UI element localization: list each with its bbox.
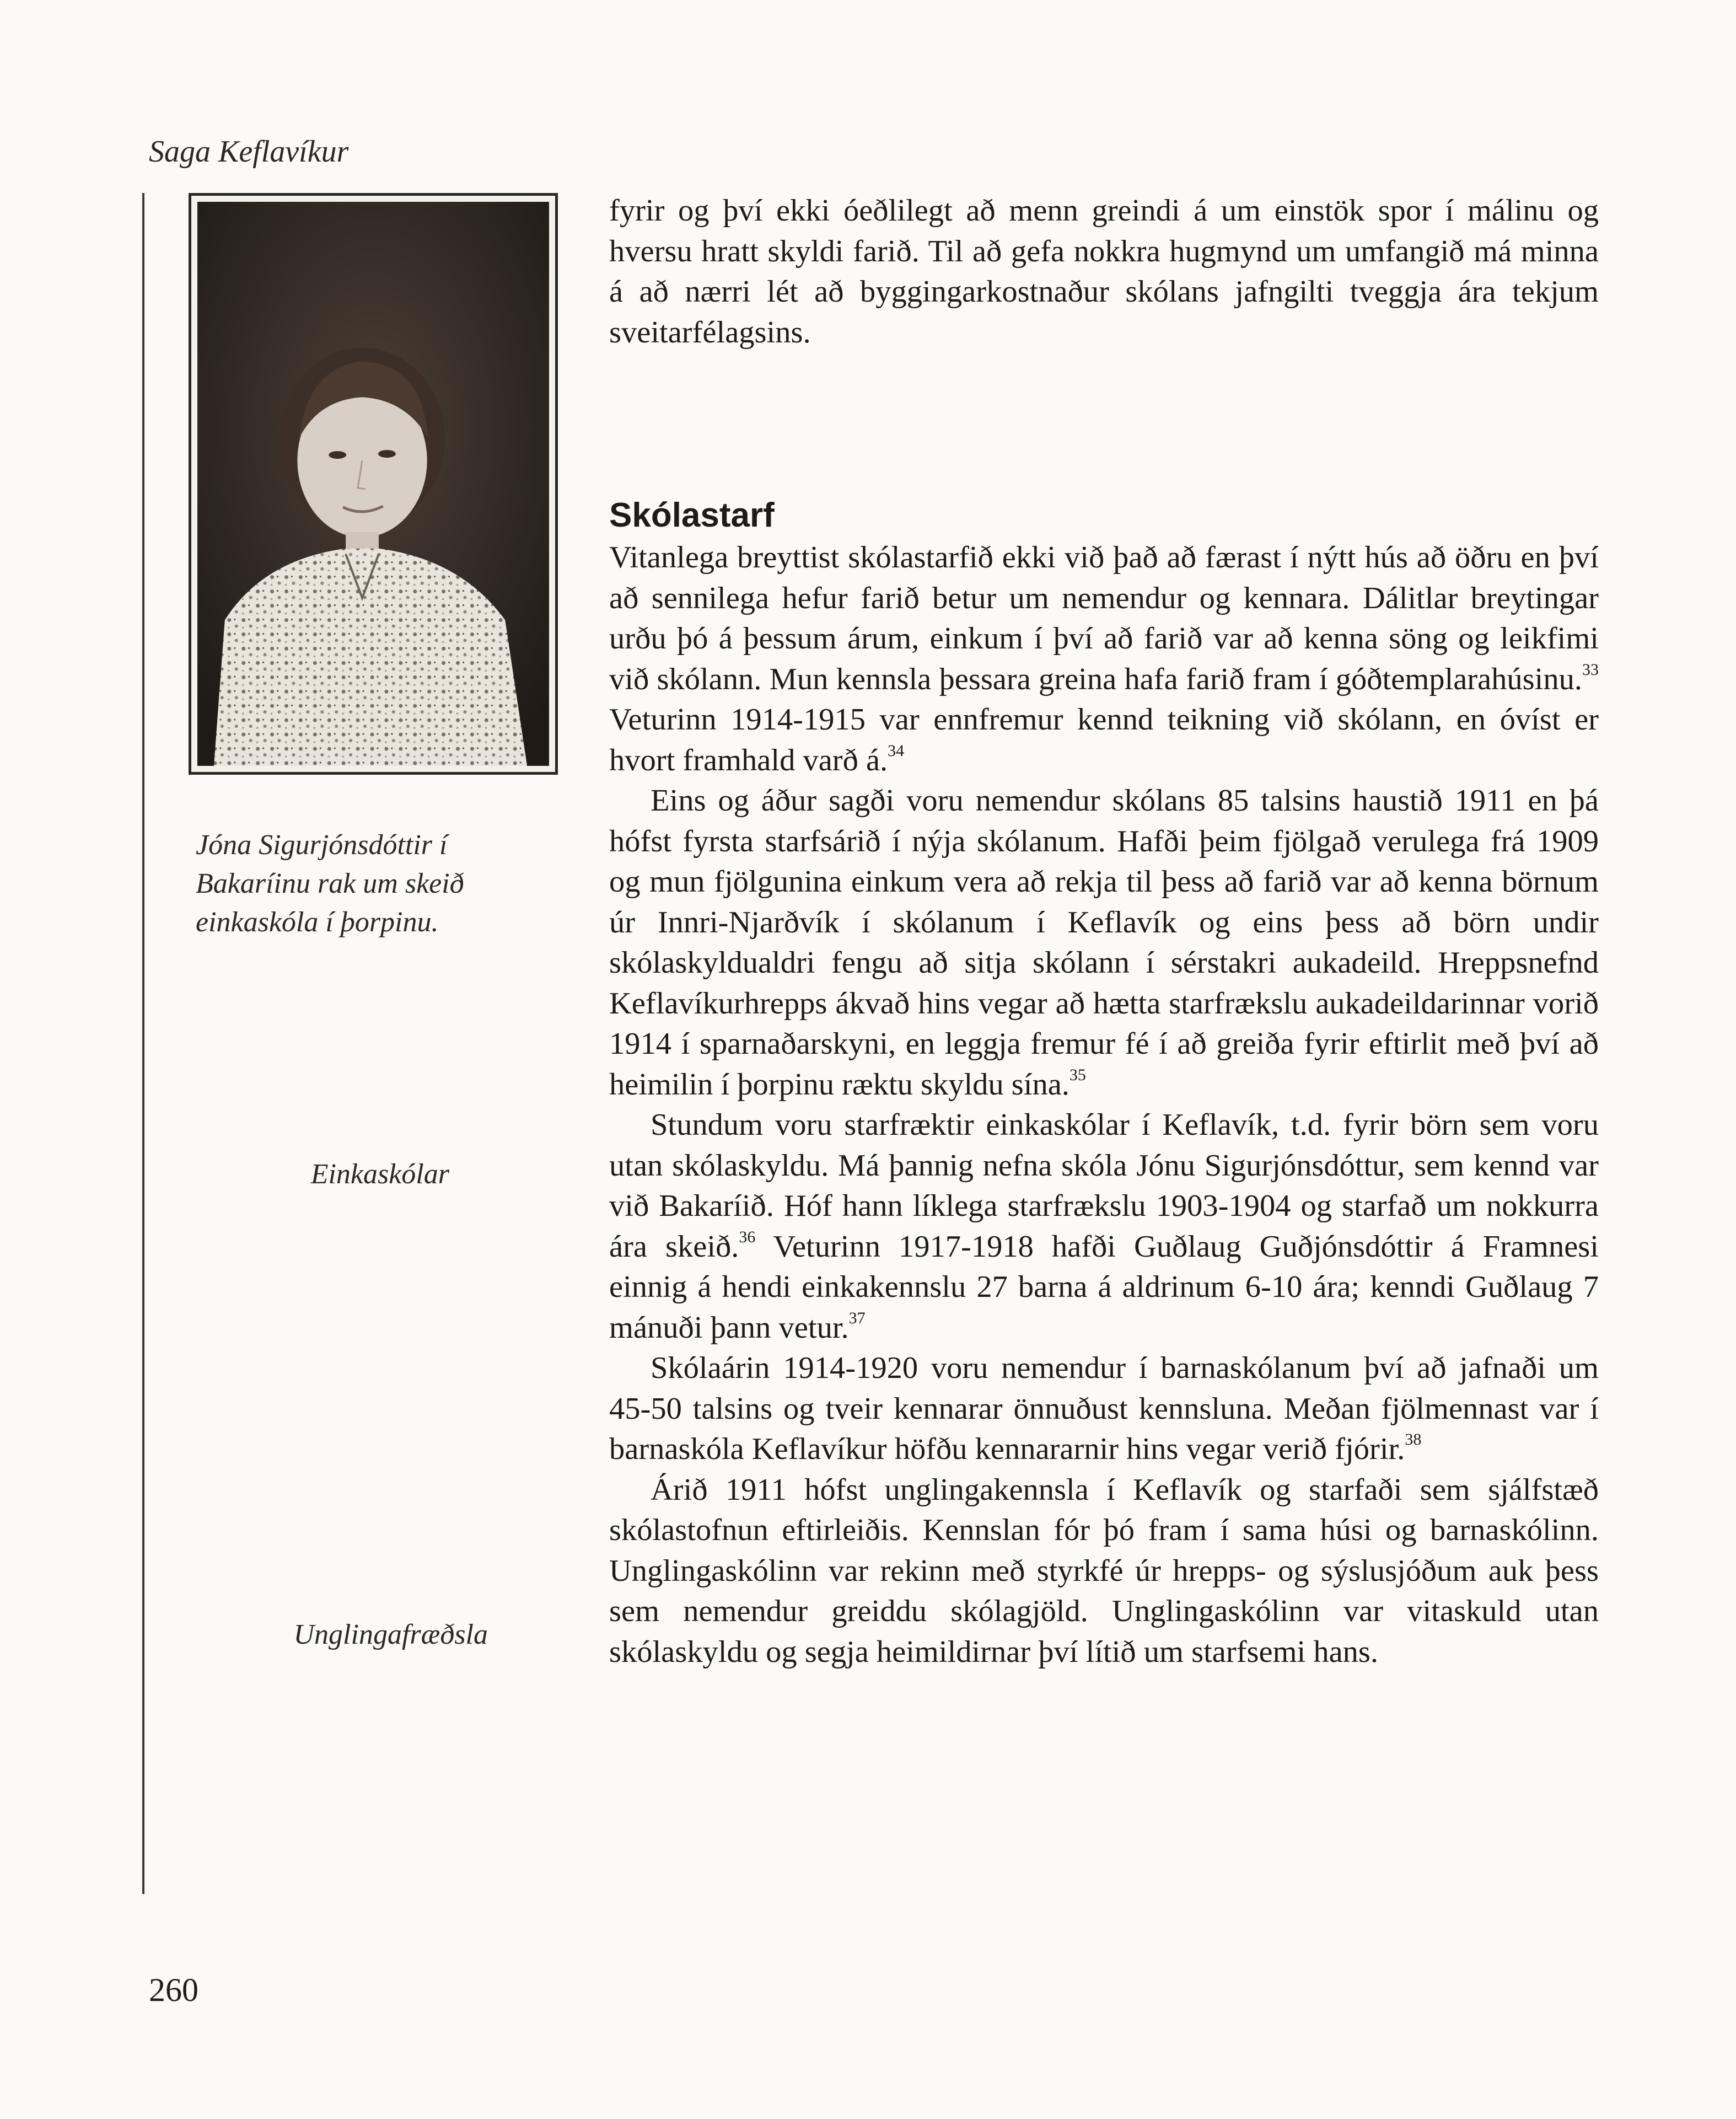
section-heading: Skólastarf — [609, 496, 775, 534]
footnote-marker: 37 — [848, 1308, 866, 1327]
running-head: Saga Keflavíkur — [149, 135, 349, 169]
paragraph-text: Eins og áður sagði voru nemendur skólans 85 talsins haustið 1911 en þá hófst fyrsta starfsárið í nýja skólanum. Hafði þeim fjölgað verulega frá 1909 og mun fjölgunina einkum vera að rekja til þess að farið var að kenna börnum úr Innri-Njarðvík í skólanum í Keflavík og eins þess að börn undir skólaskyldualdri fengu að sitja skólann í sérstakri aukadeild. Hreppsnefnd Keflavíkurhrepps ákvað hins vegar að hætta starfrækslu aukadeildarinnar vorið 1914 í sparnaðarskyni, en leggja fremur fé í að greiða fyrir eftirlit með því að heimilin í þorpinu ræktu skyldu sína. — [609, 784, 1599, 1102]
paragraph-2 — [609, 781, 1599, 1105]
paragraph-text: Veturinn 1917-1918 hafði Guðlaug Guðjónsdóttir á Framnesi einnig á hendi einkakennslu 27 barna á aldrinum 6-10 ára; kenndi Guðlaug 7 mánuði þann vetur. — [609, 1229, 1599, 1345]
paragraph-5 — [609, 1470, 1599, 1673]
intro-paragraph: fyrir og því ekki óeðlilegt að menn greindi á um einstök spor í málinu og hversu hratt skyldi farið. Til að gefa nokkra hugmynd um umfangið má minna á að nærri lét að byggingarkostnaður skólans jafngilti tveggja ára tekjum sveitarfélagsins. — [609, 194, 1599, 350]
footnote-marker: 33 — [1582, 660, 1599, 679]
page-number: 260 — [149, 1972, 198, 2008]
margin-rule — [142, 193, 144, 1894]
paragraph-text: Skólaárin 1914-1920 voru nemendur í barnaskólanum því að jafnaði um 45-50 talsins og tveir kennarar önnuðust kennsluna. Meðan fjölmennast var í barnaskóla Keflavíkur höfðu kennararnir hins vegar verið fjórir. — [609, 1351, 1599, 1466]
paragraph-text: Stundum voru starfræktir einkaskólar í Keflavík, t.d. fyrir börn sem voru utan skólaskyldu. Má þannig nefna skóla Jónu Sigurjónsdóttur, sem kennd var við Bakaríið. Hóf hann líklega starfrækslu 1903-1904 og starfað um nokkurra ára skeið. — [609, 1108, 1599, 1264]
side-heading-unglingafraedsla: Unglingafræðsla — [293, 1619, 488, 1650]
intro-text-block — [609, 191, 1599, 353]
side-heading-einkaskolar: Einkaskólar — [310, 1158, 449, 1190]
paragraph-text: Árið 1911 hófst unglingakennsla í Keflavík og starfaði sem sjálfstæð skólastofnun eftirleiðis. Kennslan fór þó fram í sama húsi og barnaskólinn. Unglingaskólinn var rekinn með styrkfé úr hrepps- og sýslusjóðum auk þess sem nemendur greiddu skólagjöld. Unglingaskólinn var vitaskuld utan skólaskyldu og segja heimildirnar því lítið um starfsemi hans. — [609, 1472, 1599, 1669]
footnote-marker: 38 — [1405, 1430, 1422, 1449]
portrait-photo-icon — [197, 202, 549, 766]
paragraph-text: Vitanlega breyttist skólastarfið ekki við það að færast í nýtt hús að öðru en því að sennilega hefur farið betur um nemendur og kennara. Dálitlar breytingar urðu þó á þessum árum, einkum í því að farið var að kenna söng og leikfimi við skólann. Mun kennsla þessara greina hafa farið fram í góðtemplarahúsinu. — [609, 540, 1599, 696]
portrait-photo — [189, 193, 558, 775]
paragraph-1 — [609, 538, 1599, 781]
footnote-marker: 34 — [888, 741, 905, 760]
paragraph-4 — [609, 1348, 1599, 1470]
footnote-marker: 35 — [1069, 1065, 1086, 1084]
paragraph-3 — [609, 1105, 1599, 1348]
footnote-marker: 36 — [739, 1227, 756, 1246]
paragraph-text: Veturinn 1914-1915 var ennfremur kennd teikning við skólann, en óvíst er hvort framhald varð á. — [609, 702, 1599, 777]
photo-caption: Jóna Sigurjónsdóttir í Bakaríinu rak um skeið einkaskóla í þorpinu. — [196, 829, 464, 938]
body-text-block — [609, 495, 1599, 1672]
